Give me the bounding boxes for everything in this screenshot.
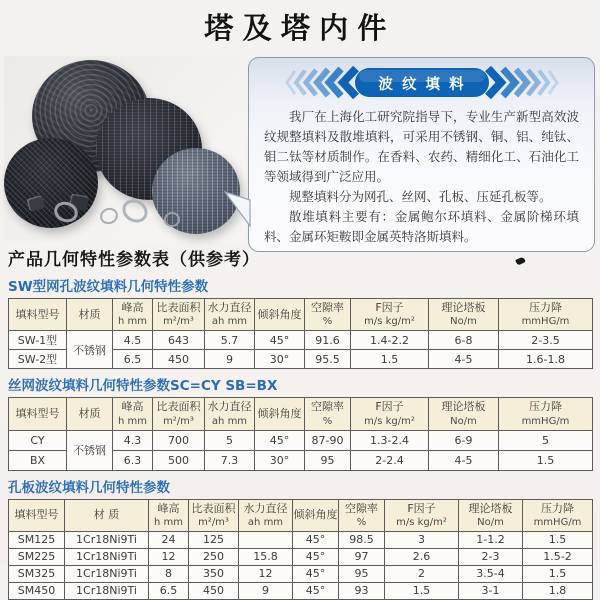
column-header-label: 峰高 [121,400,144,414]
table-cell: 45° [293,548,339,565]
column-header-unit: h mm [154,516,183,528]
column-header-unit: ah mm [211,316,248,328]
column-header-label: F因子 [375,400,404,414]
column-header-label: 水力直径 [207,400,252,414]
column-header-label: 材质 [78,406,101,420]
table-cell: 350 [189,565,239,582]
table-cell: 1.5 [523,565,593,582]
table-cell: 3-1 [459,582,523,599]
table-title-wire-mesh: 丝网波纹填料几何特性参数SC=CY SB=BX [8,378,278,395]
column-header [459,499,523,531]
table-cell: 6.3 [113,450,153,470]
column-header [189,499,239,531]
bubble-tail-icon [224,190,251,230]
column-header-label: 峰高 [121,301,144,314]
column-header [67,299,113,331]
column-header [65,499,149,531]
table-cell: SM225 [9,548,65,565]
column-header [429,299,499,331]
column-header [305,398,351,430]
column-header-unit: No/m [477,516,504,528]
table-cell: 9 [239,582,293,599]
table-cell: 15.8 [239,548,293,565]
column-header-unit: h mm [118,316,147,328]
section-heading: 产品几何特性参数表（供参考） [8,250,260,270]
banner-label: 波 纹 填 料 [377,77,466,93]
column-header-unit: ah mm [247,516,284,528]
column-header-label: 压力降 [529,301,562,314]
column-header-label: 填料型号 [14,508,59,522]
column-header-label: 压力降 [529,400,562,414]
column-header [499,398,593,430]
table-cell: 2-3.5 [499,331,593,350]
table-cell: 6-8 [429,331,499,350]
table-cell: 3.5-4 [459,565,523,582]
column-header [499,299,593,331]
wire-mesh-packing-table [8,397,593,470]
column-header [205,398,255,430]
column-header [9,499,65,531]
table-title-perforated: 孔板波纹填料几何特性参数 [8,479,170,496]
corrugated-packing-banner-icon [261,66,583,99]
table-title-sw: SW型网孔波纹填料几何特性参数 [8,279,209,295]
table-cell: 6.5 [149,582,189,599]
table-cell: 1.6-1.8 [499,350,593,369]
table-cell: 6-9 [429,430,499,450]
table-cell: 500 [153,450,205,470]
table-cell: 24 [149,531,189,548]
column-header [67,398,113,430]
column-header [9,299,67,331]
column-header-label: 填料型号 [15,307,60,321]
column-header-unit: % [322,415,333,427]
table-cell: 87-90 [305,430,351,450]
column-header-label: 空隙率 [311,301,344,314]
table-cell: 3 [385,531,459,548]
column-header-label: 材质 [78,307,101,321]
table-cell: SM325 [9,565,65,582]
table-row [9,331,593,350]
column-header [351,299,429,331]
table-cell: 700 [153,430,205,450]
table-cell: 不锈钢 [67,430,113,470]
packing-ring [164,212,180,227]
column-header-label: 比表面积 [156,301,201,314]
table-cell: 1.5 [499,450,593,470]
sw-packing-table [8,298,593,369]
packing-photo [4,56,246,242]
random-packing-paragraph: 散堆填料主要有：金属鲍尔环填料、金属阶梯环填料、金属环矩鞍即金属英特洛斯填料。 [264,209,579,244]
column-header-label: 材 质 [93,508,120,522]
column-header-label: 理论塔板 [468,501,513,515]
table-cell: 1Cr18Ni9Ti [65,565,149,582]
table-cell: 8 [149,565,189,582]
column-header-unit: m²/m³ [163,316,194,328]
table-cell: 1Cr18Ni9Ti [65,582,149,599]
column-header-unit: mmHG/m [521,415,570,427]
column-header-unit: m/s kg/m² [396,516,447,528]
table-cell: SW-2型 [9,350,67,369]
column-header [305,299,351,331]
table-cell: 5 [499,430,593,450]
parameter-section [8,245,592,600]
column-header [239,499,293,531]
table-cell: 450 [153,350,205,369]
table-cell: 30° [255,450,305,470]
table-cell: 93 [339,582,385,599]
table-cell: 9 [205,350,255,369]
table-cell: 97 [339,548,385,565]
table-cell: 125 [189,531,239,548]
column-header-unit: mmHG/m [533,516,582,528]
table-cell: 1.5 [351,350,429,369]
banner-ribbon [249,66,594,103]
table-cell: BX [9,450,67,470]
column-header-unit: No/m [450,415,477,427]
column-header-label: F因子 [375,301,404,314]
column-header-unit: m/s kg/m² [364,316,415,328]
table-cell [239,531,293,548]
table-cell: 1.8 [523,582,593,599]
table-cell: 1.3-2.4 [351,430,429,450]
structured-packing-paragraph: 规整填料分为网孔、丝网、孔板、压延孔板等。 [289,189,552,204]
column-header-unit: % [322,316,333,328]
column-header [255,299,305,331]
column-header [255,398,305,430]
table-cell: 1-1.2 [459,531,523,548]
column-header-label: 理论塔板 [441,301,486,314]
table-cell: SM450 [9,582,65,599]
table-cell: 4.3 [113,430,153,450]
column-header-unit: ah mm [211,415,248,427]
table-cell: CY [9,430,67,450]
column-header [523,499,593,531]
table-cell: 不锈钢 [67,331,113,369]
column-header [113,398,153,430]
column-header-label: 理论塔板 [441,400,486,414]
table-cell: 4-5 [429,350,499,369]
column-header [113,299,153,331]
table-cell: 7.3 [205,450,255,470]
table-cell: 45° [255,331,305,350]
table-cell: 250 [189,548,239,565]
column-header-label: 空隙率 [345,501,378,515]
table-cell: 450 [189,582,239,599]
table-cell: 95.5 [305,350,351,369]
table-cell: 12 [149,548,189,565]
column-header-unit: h mm [118,415,147,427]
table-cell: 95 [305,450,351,470]
table-cell: 6.5 [113,350,153,369]
table-row [9,430,593,450]
table-cell: 45° [293,531,339,548]
intro-paragraph: 我厂在上海化工研究院指导下，专业生产新型高效波纹规整填料及散堆填料，可采用不锈钢、铜、铝、纯钛、钼二钛等材质制作。在香料、农药、精细化工、石油化工等领域得到广泛应用。 [264,109,579,184]
table-cell: 95 [339,565,385,582]
column-header-label: 比表面积 [191,501,236,515]
table-cell: 2 [385,565,459,582]
column-header [385,499,459,531]
table-cell: 1.5-2 [523,548,593,565]
table-cell: 2.6 [385,548,459,565]
column-header [429,398,499,430]
packing-disc-mesh [4,138,98,228]
column-header-label: 倾斜角度 [293,508,338,522]
column-header-unit: m/s kg/m² [364,415,415,427]
column-header-label: 压力降 [541,501,574,515]
table-cell: 45° [293,565,339,582]
table-cell: 4.5 [113,331,153,350]
column-header-label: 峰高 [157,501,180,515]
table-cell: 1Cr18Ni9Ti [65,531,149,548]
table-row [9,582,593,599]
table-cell: 2-3 [459,548,523,565]
column-header-label: 比表面积 [156,400,201,414]
column-header [149,499,189,531]
table-cell: 2-2.4 [351,450,429,470]
table-cell: 98.5 [339,531,385,548]
table-cell: 4-5 [429,450,499,470]
column-header [351,398,429,430]
column-header-unit: No/m [450,316,477,328]
column-header-unit: % [356,516,367,528]
table-cell: 45° [293,582,339,599]
table-cell: 12 [239,565,293,582]
table-cell: 1.5 [385,582,459,599]
table-row [9,531,593,548]
table-cell: 5.7 [205,331,255,350]
table-cell: 5 [205,430,255,450]
table-cell: 1.5 [523,531,593,548]
column-header [339,499,385,531]
column-header [205,299,255,331]
column-header-unit: m²/m³ [163,415,194,427]
table-cell: 643 [153,331,205,350]
table-row [9,565,593,582]
page-title: 塔及塔内件 [204,11,396,45]
table-cell: 1Cr18Ni9Ti [65,548,149,565]
bubble-text [249,103,594,247]
table-cell: 45° [255,430,305,450]
column-header-unit: m²/m³ [198,516,229,528]
packing-ring [98,205,120,226]
column-header-label: 空隙率 [311,400,344,414]
column-header-label: 水力直径 [243,501,288,515]
column-header [9,398,67,430]
info-bubble [248,57,595,252]
table-cell: SM125 [9,531,65,548]
column-header-label: 倾斜角度 [257,406,302,420]
column-header-label: 填料型号 [15,406,60,420]
column-header-label: 倾斜角度 [257,307,302,321]
column-header-unit: mmHG/m [521,316,570,328]
table-cell: 30° [255,350,305,369]
column-header [293,499,339,531]
column-header-label: F因子 [407,501,436,515]
column-header [153,299,205,331]
perforated-plate-packing-table [8,499,593,600]
column-header-label: 水力直径 [207,301,252,314]
table-cell: SW-1型 [9,331,67,350]
table-cell: 91.6 [305,331,351,350]
table-cell: 1.4-2.2 [351,331,429,350]
column-header [153,398,205,430]
table-row [9,548,593,565]
